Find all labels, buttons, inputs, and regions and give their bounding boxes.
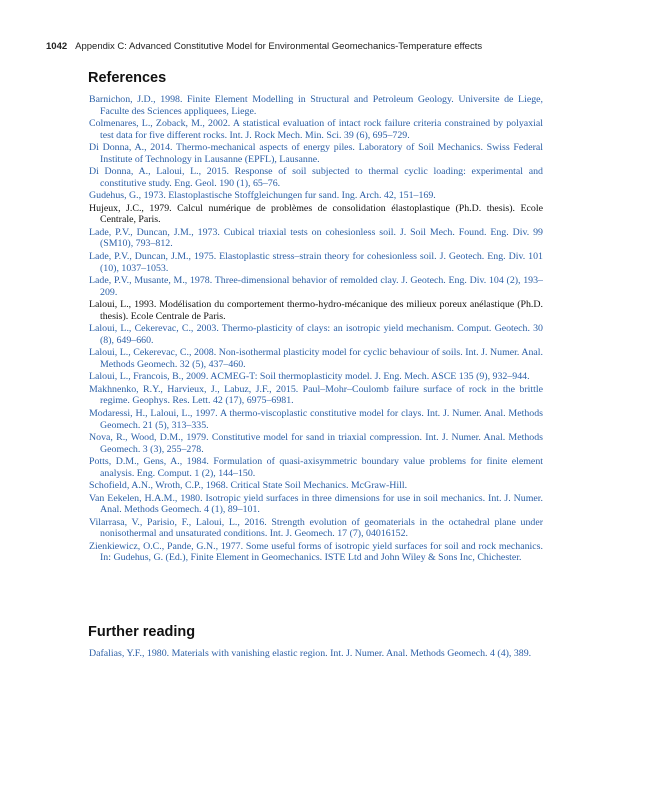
running-header (46, 41, 482, 52)
reference-link[interactable]: Lade, P.V., Musante, M., 1978. Three-dimensional behavior of remolded clay. J. Geotech. Eng. Div. 104 (2), 193–209. (89, 275, 543, 298)
reference-link[interactable]: Lade, P.V., Duncan, J.M., 1973. Cubical triaxial tests on cohesionless soil. J. Soil Mech. Found. Eng. Div. 99 (SM10), 793–812. (89, 226, 543, 250)
reference-link[interactable]: Zienkiewicz, O.C., Pande, G.N., 1977. Some useful forms of isotropic yield surfaces for soil and rock mechanics. In: Gudehus, G. (Ed.), Finite Element in Geomechanics. ISTE Ltd and John Wiley & Sons Inc, Chichester. (89, 540, 543, 564)
reference-link[interactable]: Schofield, A.N., Wroth, C.P., 1968. Critical State Soil Mechanics. McGraw-Hill. (89, 480, 408, 492)
reference-link[interactable]: Di Donna, A., Laloui, L., 2015. Response of soil subjected to thermal cyclic loading: experimental and constitutive study. Eng. Geol. 190 (1), 65–76. (89, 166, 543, 189)
further-reading-heading: Further reading (88, 624, 196, 640)
reference-link[interactable]: Colmenares, L., Zoback, M., 2002. A statistical evaluation of intact rock failure criteria constrained by polyaxial test data for five different rocks. Int. J. Rock Mech. Min. Sci. 39 (6), 695–729. (89, 118, 543, 141)
page-number: 1042 (46, 41, 68, 52)
reference-link[interactable]: Van Eekelen, H.A.M., 1980. Isotropic yield surfaces in three dimensions for use in soil mechanics. Int. J. Numer. Anal. Methods Geomech. 4 (1), 89–101. (89, 492, 543, 516)
reference-link[interactable]: Laloui, L., Cekerevac, C., 2008. Non-isothermal plasticity model for cyclic behaviour of soils. Int. J. Numer. Anal. Methods Geomech. 32 (5), 437–460. (89, 347, 543, 370)
references-heading: References (88, 70, 167, 86)
reference-link[interactable]: Nova, R., Wood, D.M., 1979. Constitutive model for sand in triaxial compression. Int. J. Numer. Anal. Methods Geomech. 3 (3), 255–278. (89, 431, 543, 455)
reference-link[interactable]: Gudehus, G., 1973. Elastoplastische Stoffgleichungen fur sand. Ing. Arch. 42, 151–169. (89, 190, 436, 202)
running-title: Appendix C: Advanced Constitutive Model for Environmental Geomechanics-Temperature effects (75, 41, 483, 52)
reference-link[interactable]: Potts, D.M., Gens, A., 1984. Formulation of quasi-axisymmetric boundary value problems for finite element analysis. Eng. Comput. 1 (2), 144–150. (89, 456, 543, 479)
reference-link[interactable]: Vilarrasa, V., Parisio, F., Laloui, L., 2016. Strength evolution of geomaterials in the octahedral plane under nonisothermal and unsaturated conditions. Int. J. Geomech. 17 (7), 04016152. (89, 516, 543, 540)
reference-link[interactable]: Modaressi, H., Laloui, L., 1997. A thermo-viscoplastic constitutive model for clays. Int. J. Numer. Anal. Methods Geomech. 21 (5), 313–335. (89, 407, 543, 431)
reference-link[interactable]: Barnichon, J.D., 1998. Finite Element Modelling in Structural and Petroleum Geology. Universite de Liege, Faculte des Sciences appliquees, Liege. (89, 94, 543, 117)
reference-entry: Hujeux, J.C., 1979. Calcul numérique de problèmes de consolidation élastoplastique (Ph.D. thesis). Ecole Centrale, Paris. (89, 202, 543, 226)
reference-link[interactable]: Dafalias, Y.F., 1980. Materials with vanishing elastic region. Int. J. Numer. Anal. Methods Geomech. 4 (4), 389. (89, 648, 532, 659)
reference-link[interactable]: Makhnenko, R.Y., Harvieux, J., Labuz, J.F., 2015. Paul–Mohr–Coulomb failure surface of rock in the brittle regime. Geophys. Res. Lett. 42 (17), 6975–6981. (89, 383, 543, 407)
reference-link[interactable]: Lade, P.V., Duncan, J.M., 1975. Elastoplastic stress–strain theory for cohesionless soil. J. Geotech. Eng. Div. 101 (10), 1037–1053. (89, 250, 543, 274)
reference-link[interactable]: Di Donna, A., 2014. Thermo-mechanical aspects of energy piles. Laboratory of Soil Mechanics. Swiss Federal Institute of Technology in Lausanne (EPFL), Lausanne. (89, 142, 543, 165)
reference-link[interactable]: Laloui, L., Cekerevac, C., 2003. Thermo-plasticity of clays: an isotropic yield mechanism. Comput. Geotech. 30 (8), 649–660. (89, 323, 543, 346)
reference-entry: Laloui, L., 1993. Modélisation du comportement thermo-hydro-mécanique des milieux poreux anélastique (Ph.D. thesis). Ecole Centrale de Paris. (89, 299, 543, 322)
reference-link[interactable]: Laloui, L., Francois, B., 2009. ACMEG-T: Soil thermoplasticity model. J. Eng. Mech. ASCE 135 (9), 932–944. (89, 371, 530, 383)
references-list (89, 94, 543, 565)
further-reading-list (89, 648, 543, 660)
